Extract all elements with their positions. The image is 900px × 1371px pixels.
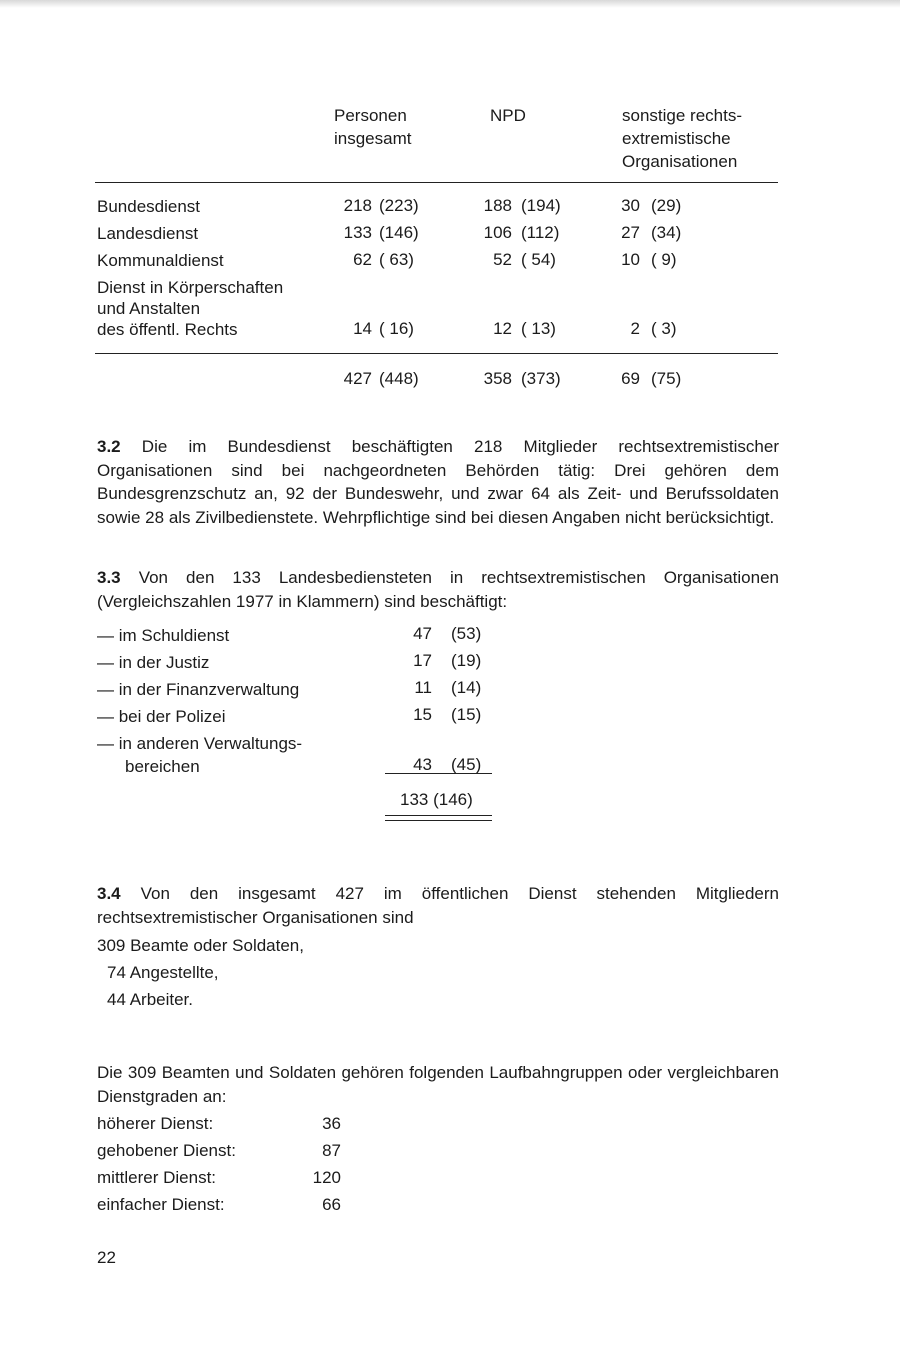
list-item-line: — in der Justiz (97, 653, 210, 672)
list-item-prev: (15) (451, 705, 482, 724)
list-item-line: — im Schuldienst (97, 626, 230, 645)
header-line: sonstige rechts- (622, 106, 742, 125)
section-text: Die im Bundesdienst beschäftigten 218 Mitglieder rechtsextremistischer Organisationen sind bei nachgeordneten Behörden tätig: Drei gehören dem Bundesgrenzschutz an, 92 der Bundeswehr, und zwar 64 als Zeit- und Berufssoldaten sowie 28 als Zivilbedienstete. Wehrpflichtige sind bei diesen Angaben nicht berücksichtigt. (97, 437, 779, 527)
cell-s: 30 (621, 196, 640, 215)
total-sonstige: 69 (621, 369, 640, 388)
header-line: NPD (490, 106, 526, 125)
cell-np: (194) (521, 196, 561, 215)
list-item-line: — in anderen Verwaltungs- (97, 734, 303, 753)
section-number: 3.3 (97, 568, 121, 587)
list-arbeiter: 44 Arbeiter. (107, 990, 194, 1009)
list-item-label (97, 651, 209, 674)
section-text: Von den insgesamt 427 im öffentlichen Dienst stehenden Mitgliedern rechtsextremistischer Organisationen sind (97, 884, 779, 927)
laufbahn-label: gehobener Dienst: (97, 1141, 236, 1160)
header-line: insgesamt (334, 129, 412, 148)
list-item-value: 43 (413, 755, 432, 774)
row-label-line: Bundesdienst (97, 197, 201, 216)
laufbahn-value: 36 (322, 1114, 341, 1133)
section-number: 3.2 (97, 437, 121, 456)
cell-p: 62 (353, 250, 372, 269)
list-item-value: 47 (413, 624, 432, 643)
row-label (97, 250, 224, 271)
section-text: Von den 133 Landesbediensteten in rechtsextremistischen Organisationen (Vergleichszahlen 1977 in Klammern) sind beschäftigt: (97, 568, 779, 611)
list-beamte: 309 Beamte oder Soldaten, (97, 936, 304, 955)
cell-n: 12 (493, 319, 512, 338)
header-npd (490, 104, 526, 127)
laufbahn-label: höherer Dienst: (97, 1114, 214, 1133)
landesdienst-total: 133 (146) (400, 790, 473, 809)
laufbahn-value: 87 (322, 1141, 341, 1160)
cell-sp: ( 9) (651, 250, 677, 269)
cell-pp: (223) (379, 196, 419, 215)
list-item-line: — in der Finanzverwaltung (97, 680, 300, 699)
cell-s: 10 (621, 250, 640, 269)
cell-n: 106 (483, 223, 512, 242)
list-item-prev: (53) (451, 624, 482, 643)
double-rule-top (385, 815, 492, 816)
list-item-prev: (14) (451, 678, 482, 697)
list-item-line: — bei der Polizei (97, 707, 226, 726)
header-sonstige (622, 104, 742, 173)
cell-s: 2 (630, 319, 640, 338)
row-label-line: Kommunaldienst (97, 251, 224, 270)
laufbahn-label: mittlerer Dienst: (97, 1168, 217, 1187)
total-personen: 427 (343, 369, 372, 388)
double-rule-bottom (385, 820, 492, 821)
cell-p: 133 (343, 223, 372, 242)
section-number: 3.4 (97, 884, 121, 903)
list-item-line: bereichen (125, 757, 200, 776)
cell-pp: ( 16) (379, 319, 414, 338)
cell-np: ( 13) (521, 319, 556, 338)
cell-pp: (146) (379, 223, 419, 242)
row-label (97, 196, 200, 217)
cell-p: 14 (353, 319, 372, 338)
list-angestellte: 74 Angestellte, (107, 963, 219, 982)
scan-edge (0, 0, 900, 8)
list-item-label (97, 705, 226, 728)
list-item-prev: (19) (451, 651, 482, 670)
section-3-2 (97, 435, 779, 529)
cell-pp: ( 63) (379, 250, 414, 269)
list-item-label (97, 624, 229, 647)
cell-s: 27 (621, 223, 640, 242)
cell-n: 52 (493, 250, 512, 269)
row-label (97, 277, 283, 340)
cell-n: 188 (483, 196, 512, 215)
cell-sp: (29) (651, 196, 682, 215)
laufbahn-label: einfacher Dienst: (97, 1195, 225, 1214)
table-total-rule (95, 353, 778, 354)
list-item-value: 15 (413, 705, 432, 724)
total-sonstige-prev: (75) (651, 369, 682, 388)
list-item-label (97, 732, 302, 778)
row-label (97, 223, 198, 244)
list-item-value: 11 (414, 678, 432, 697)
total-npd: 358 (483, 369, 512, 388)
cell-sp: (34) (651, 223, 682, 242)
header-line: Organisationen (622, 152, 738, 171)
row-label-line: Landesdienst (97, 224, 199, 243)
laufbahn-value: 66 (322, 1195, 341, 1214)
cell-np: ( 54) (521, 250, 556, 269)
total-npd-prev: (373) (521, 369, 561, 388)
total-personen-prev: (448) (379, 369, 419, 388)
laufbahn-value: 120 (312, 1168, 341, 1187)
list-item-value: 17 (413, 651, 432, 670)
cell-sp: ( 3) (651, 319, 677, 338)
cell-p: 218 (343, 196, 372, 215)
table-header-rule (95, 182, 778, 183)
header-line: extremistische (622, 129, 731, 148)
page-number: 22 (97, 1248, 116, 1267)
row-label-line: und Anstalten (97, 299, 201, 318)
section-3-3 (97, 566, 779, 613)
sum-rule (385, 773, 492, 774)
laufbahn-intro: Die 309 Beamten und Soldaten gehören folgenden Laufbahngruppen oder vergleichbaren Dienstgraden an: (97, 1063, 779, 1106)
list-item-prev: (45) (451, 755, 482, 774)
row-label-line: des öffentl. Rechts (97, 320, 238, 339)
header-line: Personen (334, 106, 407, 125)
section-3-4 (97, 882, 779, 929)
list-item-label (97, 678, 299, 701)
header-personen (334, 104, 411, 150)
cell-np: (112) (521, 223, 560, 242)
row-label-line: Dienst in Körperschaften (97, 278, 284, 297)
